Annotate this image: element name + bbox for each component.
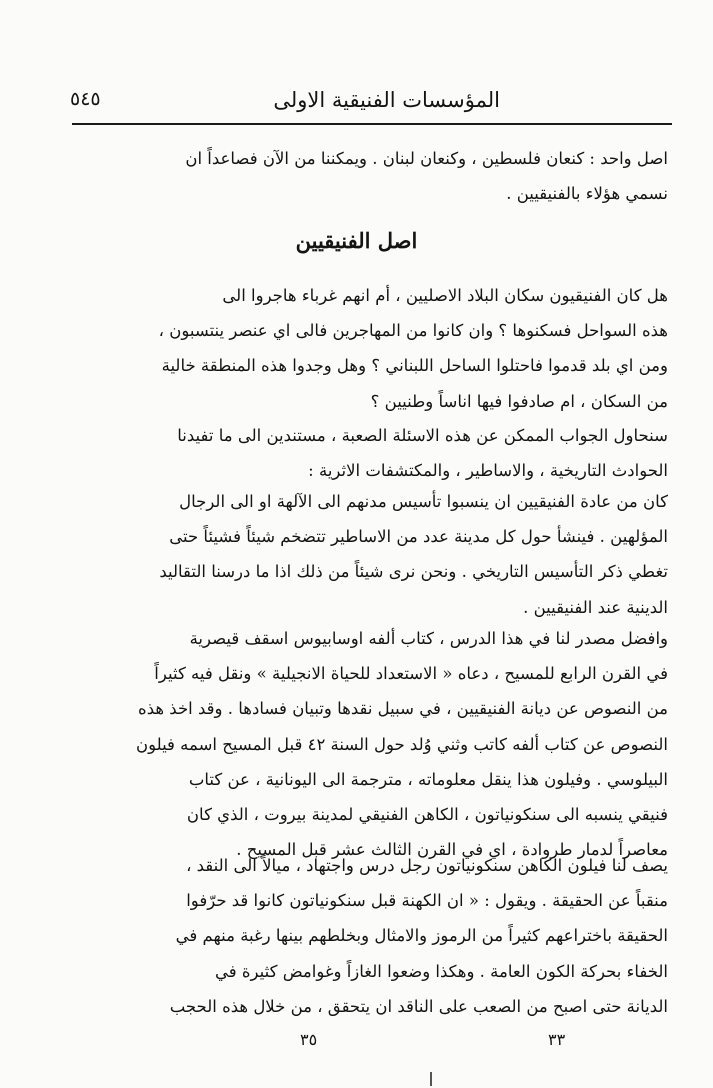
page-header	[70, 88, 670, 122]
paragraph-4	[66, 621, 668, 867]
intro-paragraph	[66, 141, 668, 211]
text-line: من السكان ، ام صادفوا فيها اناساً وطنيين ؟	[370, 391, 668, 411]
text-line: سنحاول الجواب الممكن عن هذه الاسئلة الصعبة ، مستندين الى ما تفيدنا	[177, 426, 668, 445]
text-line: هل كان الفنيقيون سكان البلاد الاصليين ، أم انهم غرباء هاجروا الى	[222, 286, 668, 305]
text-line: البيلوسي . وفيلون هذا ينقل معلوماته ، مترجمة الى اليونانية ، عن كتاب	[188, 769, 668, 789]
text-line: تغطي ذكر التأسيس التاريخي . ونحن نرى شيئاً من ذلك اذا ما درسنا التقاليد	[159, 562, 668, 582]
paragraph-1	[66, 278, 668, 419]
text-line: منقباً عن الحقيقة . ويقول : « ان الكهنة قبل سنكونياتون كانوا قد حرّفوا	[186, 891, 668, 911]
text-line: الخفاء بحركة الكون العامة . وهكذا وضعوا الغازاً وغوامض كثيرة في	[215, 961, 668, 981]
text-line: هذه السواحل فسكنوها ؟ وان كانوا من المهاجرين فالى اي عنصر ينتسبون ،	[158, 321, 668, 341]
signature-mark-right: ٣٣	[548, 1030, 566, 1049]
paragraph-3	[66, 484, 668, 625]
text-line: النصوص عن كتاب ألفه كاتب وثني وُلد حول السنة ٤٢ قبل المسيح اسمه فيلون	[135, 734, 668, 754]
text-line: في القرن الرابع للمسيح ، دعاه « الاستعداد للحياة الانجيلية » ونقل فيه كثيراً	[154, 664, 668, 684]
text-line: يصف لنا فيلون الكاهن سنكونياتون رجل درس واجتهاد ، ميالاً الى النقد ،	[186, 856, 668, 875]
text-line: كان من عادة الفنيقيين ان ينسبوا تأسيس مدنهم الى الآلهة او الى الرجال	[179, 492, 668, 511]
running-title: المؤسسات الفنيقية الاولى	[273, 88, 500, 112]
paragraph-5	[66, 848, 668, 1024]
signature-mark-left: ٣٥	[300, 1030, 318, 1049]
text-line: نسمي هؤلاء بالفنيقيين .	[506, 184, 668, 204]
text-line: ومن اي بلد قدموا فاحتلوا الساحل اللبناني ؟ وهل وجدوا هذه المنطقة خالية	[161, 356, 668, 376]
text-line: المؤلهين . فينشأ حول كل مدينة عدد من الاساطير تتضخم شيئاً فشيئاً حتى	[169, 527, 668, 547]
text-line: من النصوص عن ديانة الفنيقيين ، في سبيل نقدها وتبيان فسادها . وقد اخذ هذه	[138, 699, 668, 719]
text-line: الحقيقة باختراعهم كثيراً من الرموز والامثال وبخلطهم بينها رغبة منهم في	[175, 926, 668, 946]
scan-artifact	[430, 1072, 432, 1086]
text-line: اصل واحد : كنعان فلسطين ، وكنعان لبنان . ويمكننا من الآن فصاعداً ان	[185, 149, 668, 168]
paragraph-2	[66, 418, 668, 488]
section-heading: اصل الفنيقيين	[295, 228, 418, 253]
page-footer	[0, 1030, 713, 1060]
text-line: فنيقي ينسبه الى سنكونياتون ، الكاهن الفنيقي لمدينة بيروت ، الذي كان	[186, 804, 668, 824]
text-line: الدينية عند الفنيقيين .	[523, 597, 668, 617]
header-rule	[72, 123, 672, 125]
page-number: ٥٤٥	[70, 88, 101, 110]
text-line: الديانة حتى اصبح من الصعب على الناقد ان يتحقق ، من خلال هذه الحجب	[169, 996, 668, 1016]
text-line: الحوادث التاريخية ، والاساطير ، والمكتشفات الاثرية :	[308, 461, 668, 481]
text-line: وافضل مصدر لنا في هذا الدرس ، كتاب ألفه اوسابيوس اسقف قيصرية	[189, 629, 668, 648]
text-line: معاصراً لدمار طروادة ، اي في القرن الثالث عشر قبل المسيح .	[236, 840, 668, 860]
